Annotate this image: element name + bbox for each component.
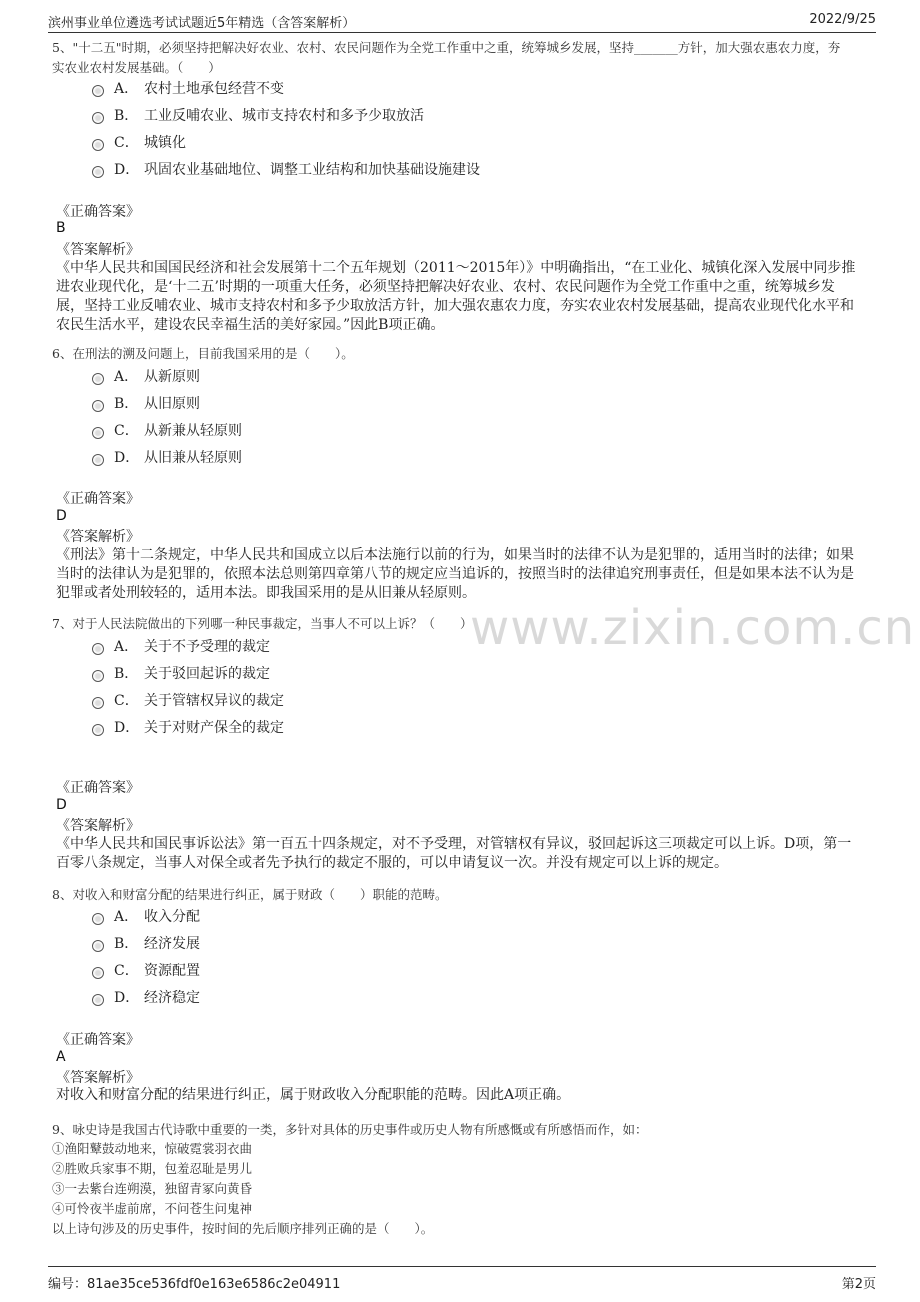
option-b[interactable]: B． 经济发展 <box>92 933 200 955</box>
analysis-label: 《答案解析》 <box>56 1070 140 1086</box>
radio-icon[interactable] <box>92 454 104 466</box>
radio-icon[interactable] <box>92 994 104 1006</box>
option-c[interactable]: C． 关于管辖权异议的裁定 <box>92 690 284 712</box>
question-5-stem <box>52 38 872 78</box>
stem-line: 实农业农村发展基础。（ ） <box>52 60 221 75</box>
question-6-stem: 6、在刑法的溯及问题上，目前我国采用的是（ ）。 <box>52 346 354 361</box>
radio-icon[interactable] <box>92 427 104 439</box>
stem-line: 5、"十二五"时期，必须坚持把解决好农业、农村、农民问题作为全党工作重中之重，统筹城乡发展，坚持_______方针，加大强农惠农力度，夯 <box>52 40 841 55</box>
option-b[interactable]: B． 工业反哺农业、城市支持农村和多予少取放活 <box>92 105 424 127</box>
analysis-label: 《答案解析》 <box>56 818 140 834</box>
option-a[interactable]: A． 从新原则 <box>92 366 200 388</box>
radio-icon[interactable] <box>92 139 104 151</box>
analysis-text: 《中华人民共和国民事诉讼法》第一百五十四条规定，对不予受理，对管辖权有异议，驳回起诉这三项裁定可以上诉。D项，第一百零八条规定，当事人对保全或者先予执行的裁定不服的，可以申请复议一次。并没有规定可以上诉的规定。 <box>56 836 852 871</box>
analysis-text: 对收入和财富分配的结果进行纠正，属于财政收入分配职能的范畴。因此A项正确。 <box>56 1087 571 1103</box>
correct-answer-label: 《正确答案》 <box>56 780 140 796</box>
radio-icon[interactable] <box>92 913 104 925</box>
question-7-stem: 7、对于人民法院做出的下列哪一种民事裁定，当事人不可以上诉？（ ） <box>52 616 473 631</box>
option-a[interactable]: A． 农村土地承包经营不变 <box>92 78 284 100</box>
page-header <box>48 10 876 33</box>
radio-icon[interactable] <box>92 967 104 979</box>
option-d[interactable]: D． 巩固农业基础地位、调整工业结构和加快基础设施建设 <box>92 159 480 181</box>
option-b[interactable]: B． 关于驳回起诉的裁定 <box>92 663 270 685</box>
radio-icon[interactable] <box>92 643 104 655</box>
correct-answer: B <box>56 220 66 236</box>
poem-line: ③一去紫台连朔漠，独留青冢向黄昏 <box>52 1181 253 1196</box>
option-c[interactable]: C． 资源配置 <box>92 960 200 982</box>
header-date: 2022/9/25 <box>809 12 876 27</box>
question-8-stem: 8、对收入和财富分配的结果进行纠正，属于财政（ ）职能的范畴。 <box>52 887 448 902</box>
header-title: 滨州事业单位遴选考试试题近5年精选（含答案解析） <box>48 16 356 31</box>
analysis-label: 《答案解析》 <box>56 529 140 545</box>
correct-answer-label: 《正确答案》 <box>56 204 140 220</box>
analysis-text: 《刑法》第十二条规定，中华人民共和国成立以后本法施行以前的行为，如果当时的法律不认为是犯罪的，适用当时的法律；如果当时的法律认为是犯罪的，依照本法总则第四章第八节的规定应当追诉的，按照当时的法律追究刑事责任，但是如果本法不认为是犯罪或者处刑较轻的，适用本法。即我国采用的是从旧兼从轻原则。 <box>56 547 854 601</box>
option-d[interactable]: D． 从旧兼从轻原则 <box>92 447 242 469</box>
correct-answer: A <box>56 1049 66 1065</box>
question-9-stem: 9、咏史诗是我国古代诗歌中重要的一类，多针对具体的历史事件或历史人物有所感慨或有所感悟而作，如： <box>52 1122 648 1137</box>
option-a[interactable]: A． 收入分配 <box>92 906 200 928</box>
option-c[interactable]: C． 城镇化 <box>92 132 186 154</box>
correct-answer: D <box>56 797 67 813</box>
page-footer <box>48 1266 876 1297</box>
radio-icon[interactable] <box>92 85 104 97</box>
analysis-label: 《答案解析》 <box>56 242 140 258</box>
page-number: 第2页 <box>841 1277 876 1292</box>
radio-icon[interactable] <box>92 166 104 178</box>
option-c[interactable]: C． 从新兼从轻原则 <box>92 420 242 442</box>
correct-answer-label: 《正确答案》 <box>56 491 140 507</box>
radio-icon[interactable] <box>92 697 104 709</box>
radio-icon[interactable] <box>92 724 104 736</box>
radio-icon[interactable] <box>92 940 104 952</box>
option-a[interactable]: A． 关于不予受理的裁定 <box>92 636 270 658</box>
correct-answer: D <box>56 508 67 524</box>
radio-icon[interactable] <box>92 373 104 385</box>
question-9-tail: 以上诗句涉及的历史事件，按时间的先后顺序排列正确的是（ ）。 <box>52 1221 434 1236</box>
option-d[interactable]: D． 关于对财产保全的裁定 <box>92 717 284 739</box>
radio-icon[interactable] <box>92 670 104 682</box>
radio-icon[interactable] <box>92 400 104 412</box>
analysis-text: 《中华人民共和国国民经济和社会发展第十二个五年规划（2011～2015年）》中明确指出，“在工业化、城镇化深入发展中同步推进农业现代化，是‘十二五’时期的一项重大任务，必须坚持把解决好农业、农村、农民问题作为全党工作重中之重，统筹城乡发展，坚持工业反哺农业、城市支持农村和多予少取放活方针，加大强农惠农力度，夯实农业农村发展基础，提高农业现代化水平和农民生活水平，建设农民幸福生活的美好家园。”因此B项正确。 <box>56 260 856 333</box>
poem-line: ②胜败兵家事不期，包羞忍耻是男儿 <box>52 1161 253 1176</box>
poem-line: ④可怜夜半虚前席，不问苍生问鬼神 <box>52 1201 253 1216</box>
correct-answer-label: 《正确答案》 <box>56 1032 140 1048</box>
document-code: 编号：81ae35ce536fdf0e163e6586c2e04911 <box>48 1277 341 1292</box>
option-b[interactable]: B． 从旧原则 <box>92 393 200 415</box>
radio-icon[interactable] <box>92 112 104 124</box>
watermark: www.zixin.com.cn <box>470 600 916 656</box>
poem-line: ①渔阳鼙鼓动地来，惊破霓裳羽衣曲 <box>52 1141 253 1156</box>
option-d[interactable]: D． 经济稳定 <box>92 987 200 1009</box>
